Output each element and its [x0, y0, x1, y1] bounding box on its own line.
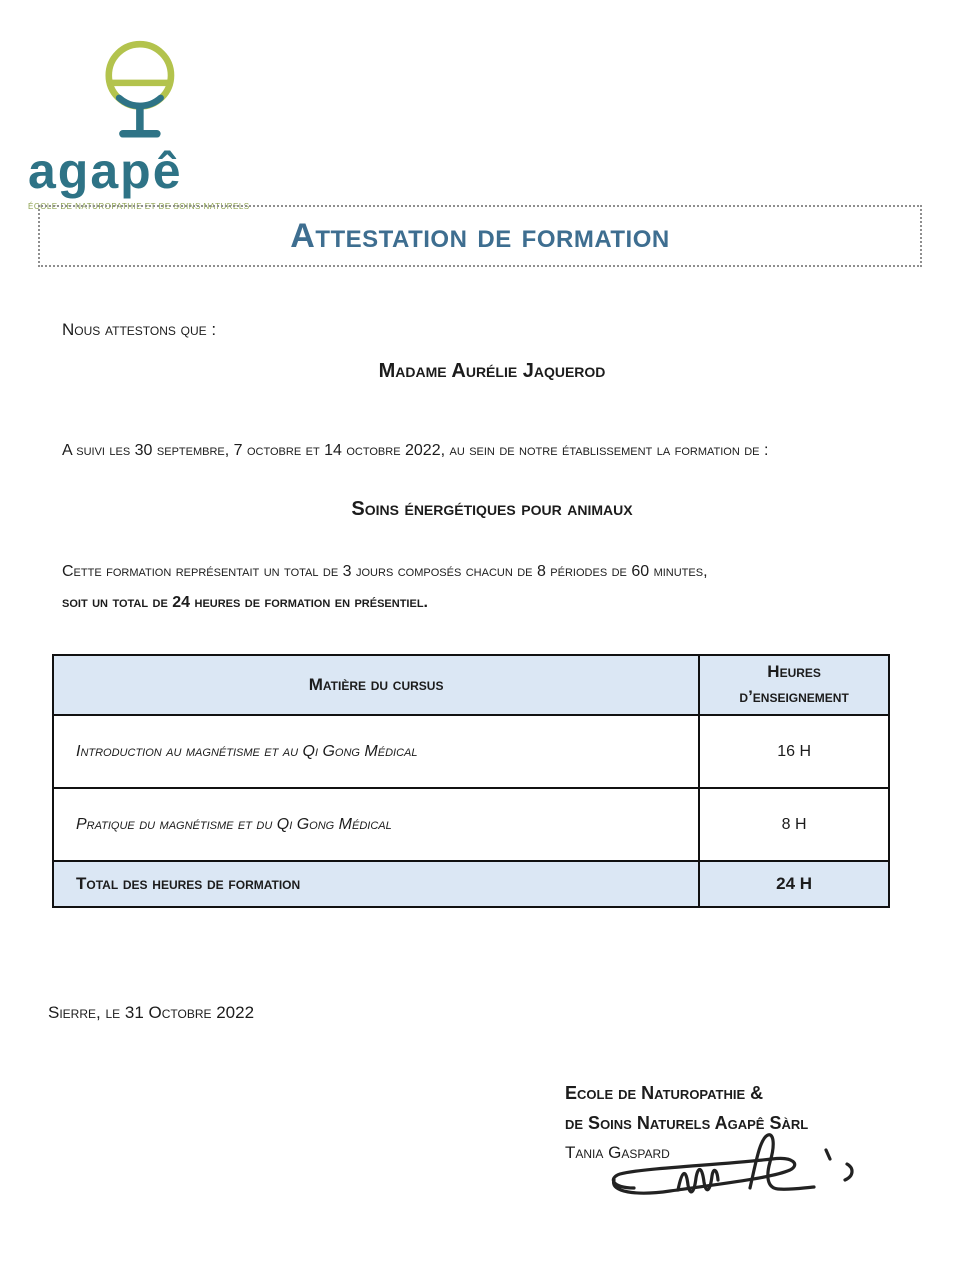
col-header-subject: Matière du cursus — [53, 655, 699, 715]
followed-line: A suivi les 30 septembre, 7 octobre et 14 octobre 2022, au sein de notre établissement la formation de : — [62, 442, 769, 459]
brand-logo — [28, 30, 248, 211]
col-header-hours-line2: d’enseignement — [739, 687, 849, 706]
attendee-name: Madame Aurélie Jaquerod — [378, 360, 606, 382]
subject-cell: Pratique du magnétisme et du Qi Gong Médical — [53, 788, 699, 861]
duration-paragraph — [62, 556, 708, 618]
org-name-line-1: Ecole de Naturopathie & — [565, 1083, 764, 1103]
hours-cell: 8 H — [699, 788, 889, 861]
signatory-name: Tania Gaspard — [565, 1143, 670, 1162]
total-row — [53, 861, 889, 907]
hours-cell: 16 H — [699, 715, 889, 788]
duration-line-1: Cette formation représentait un total de 3 jours composés chacun de 8 périodes de 60 minutes, — [62, 563, 708, 580]
agape-glass-icon — [72, 30, 204, 148]
title-box — [38, 205, 922, 267]
brand-tagline: ÉCOLE DE NATUROPATHIE ET DE SOINS NATURELS — [28, 202, 250, 211]
signature-scribble — [600, 1128, 860, 1213]
certificate-title: Attestation de formation — [290, 216, 670, 255]
place-date: Sierre, le 31 Octobre 2022 — [48, 1003, 255, 1022]
total-label: Total des heures de formation — [53, 861, 699, 907]
duration-line-2: soit un total de 24 heures de formation en présentiel. — [62, 594, 428, 611]
table-header-row — [53, 655, 889, 715]
attest-line: Nous attestons que : — [62, 320, 217, 339]
col-header-hours-line1: Heures — [767, 662, 821, 682]
table-row — [53, 715, 889, 788]
brand-name: agapê — [28, 143, 183, 199]
subject-cell: Introduction au magnétisme et au Qi Gong Médical — [53, 715, 699, 788]
table-row — [53, 788, 889, 861]
total-hours: 24 H — [699, 861, 889, 907]
course-title: Soins énergétiques pour animaux — [351, 498, 633, 520]
org-name-line-2: de Soins Naturels Agapê Sàrl — [565, 1113, 809, 1133]
col-header-hours — [699, 655, 889, 715]
courses-table — [52, 654, 890, 908]
